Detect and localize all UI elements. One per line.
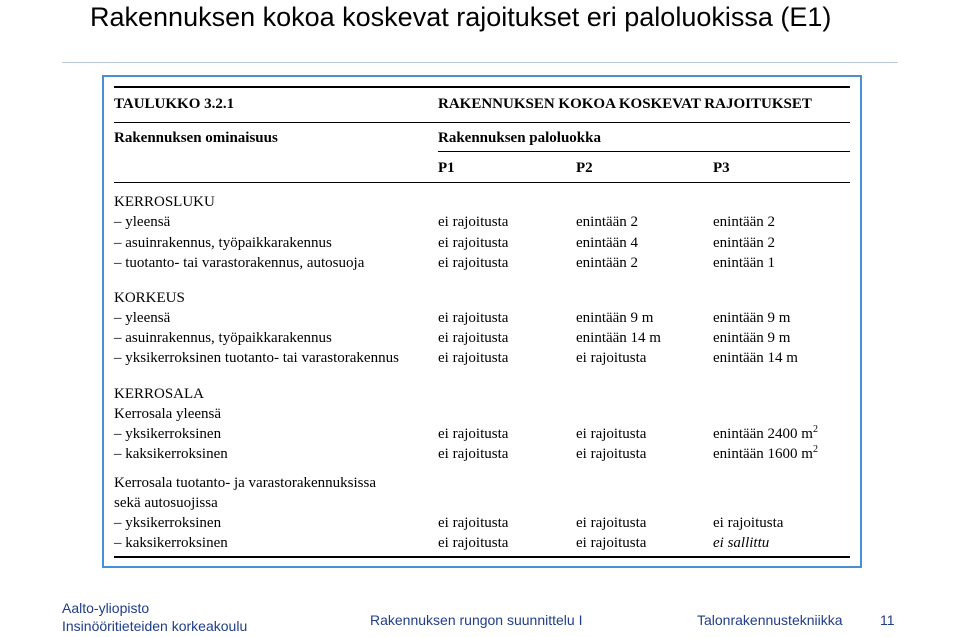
cell-p1: ei rajoitusta xyxy=(438,535,509,551)
footer-course: Rakennuksen rungon suunnittelu I xyxy=(370,612,583,628)
col-header-p3: P3 xyxy=(713,160,730,176)
cell-p2: enintään 2 xyxy=(576,214,639,230)
cell-p3: enintään 2 xyxy=(713,235,776,251)
row-label: – kaksikerroksinen xyxy=(114,535,228,551)
row-label: – asuinrakennus, työpaikkarakennus xyxy=(114,235,332,251)
cell-p2: ei rajoitusta xyxy=(576,515,647,531)
row-label: – asuinrakennus, työpaikkarakennus xyxy=(114,330,332,346)
cell-p2: enintään 2 xyxy=(576,255,639,271)
cell-p1: ei rajoitusta xyxy=(438,214,509,230)
header-bottom-rule xyxy=(114,182,850,183)
row-label: – yksikerroksinen tuotanto- tai varastorakennus xyxy=(114,350,399,366)
row-label: – yleensä xyxy=(114,214,171,230)
cell-p1: ei rajoitusta xyxy=(438,255,509,271)
footer-org-line2: Insinööritieteiden korkeakoulu xyxy=(62,618,248,634)
section-heading-kerrosluku: KERROSLUKU xyxy=(114,194,215,210)
cell-p3: enintään 9 m xyxy=(713,310,791,326)
slide-title: Rakennuksen kokoa koskevat rajoitukset eri paloluokissa (E1) xyxy=(90,2,832,32)
cell-p2: ei rajoitusta xyxy=(576,426,647,442)
page-number: 11 xyxy=(880,612,895,628)
cell-p1: ei rajoitusta xyxy=(438,310,509,326)
cell-p2: ei rajoitusta xyxy=(576,446,647,462)
cell-p3: enintään 2 xyxy=(713,214,776,230)
row-label: – kaksikerroksinen xyxy=(114,446,228,462)
section-heading-kerrosala: KERROSALA xyxy=(114,386,205,402)
col-header-property: Rakennuksen ominaisuus xyxy=(114,130,278,146)
superscript: 2 xyxy=(812,444,818,455)
table-image-frame xyxy=(102,75,862,568)
cell-p3: ei rajoitusta xyxy=(713,515,784,531)
table-caption: RAKENNUKSEN KOKOA KOSKEVAT RAJOITUKSET xyxy=(438,96,812,112)
cell-p1: ei rajoitusta xyxy=(438,426,509,442)
cell-p2: enintään 14 m xyxy=(576,330,661,346)
superscript: 2 xyxy=(812,424,818,435)
row-label: – yksikerroksinen xyxy=(114,515,222,531)
cell-p1: ei rajoitusta xyxy=(438,446,509,462)
cell-p1: ei rajoitusta xyxy=(438,330,509,346)
group-rule xyxy=(438,151,850,152)
row-label: – yksikerroksinen xyxy=(114,426,222,442)
table-bottom-rule xyxy=(114,556,850,558)
table-top-rule xyxy=(114,86,850,88)
cell-p2: enintään 9 m xyxy=(576,310,654,326)
subheading: Kerrosala tuotanto- ja varastorakennuksissa xyxy=(114,475,376,491)
cell-p3 xyxy=(713,424,818,444)
col-header-p2: P2 xyxy=(576,160,593,176)
cell-p1: ei rajoitusta xyxy=(438,350,509,366)
col-header-p1: P1 xyxy=(438,160,455,176)
cell-p3: enintään 14 m xyxy=(713,350,798,366)
title-divider xyxy=(62,62,898,63)
cell-p3: enintään 1 xyxy=(713,255,776,271)
caption-rule xyxy=(114,122,850,123)
cell-p1: ei rajoitusta xyxy=(438,235,509,251)
cell-p3-value: enintään 1600 m xyxy=(713,446,813,462)
cell-p2: enintään 4 xyxy=(576,235,639,251)
cell-p2: ei rajoitusta xyxy=(576,535,647,551)
subheading: Kerrosala yleensä xyxy=(114,406,222,422)
footer-org-line1: Aalto-yliopisto xyxy=(62,600,150,616)
col-header-fire-class: Rakennuksen paloluokka xyxy=(438,130,601,146)
row-label: – tuotanto- tai varastorakennus, autosuoja xyxy=(114,255,365,271)
table-label: TAULUKKO 3.2.1 xyxy=(114,96,235,112)
footer-dept: Talonrakennustekniikka xyxy=(697,612,843,628)
subheading: sekä autosuojissa xyxy=(114,495,218,511)
cell-p2: ei rajoitusta xyxy=(576,350,647,366)
section-heading-korkeus: KORKEUS xyxy=(114,290,185,306)
cell-p3: ei sallittu xyxy=(713,535,770,551)
cell-p3: enintään 9 m xyxy=(713,330,791,346)
cell-p1: ei rajoitusta xyxy=(438,515,509,531)
cell-p3 xyxy=(713,444,818,464)
cell-p3-value: enintään 2400 m xyxy=(713,426,813,442)
row-label: – yleensä xyxy=(114,310,171,326)
